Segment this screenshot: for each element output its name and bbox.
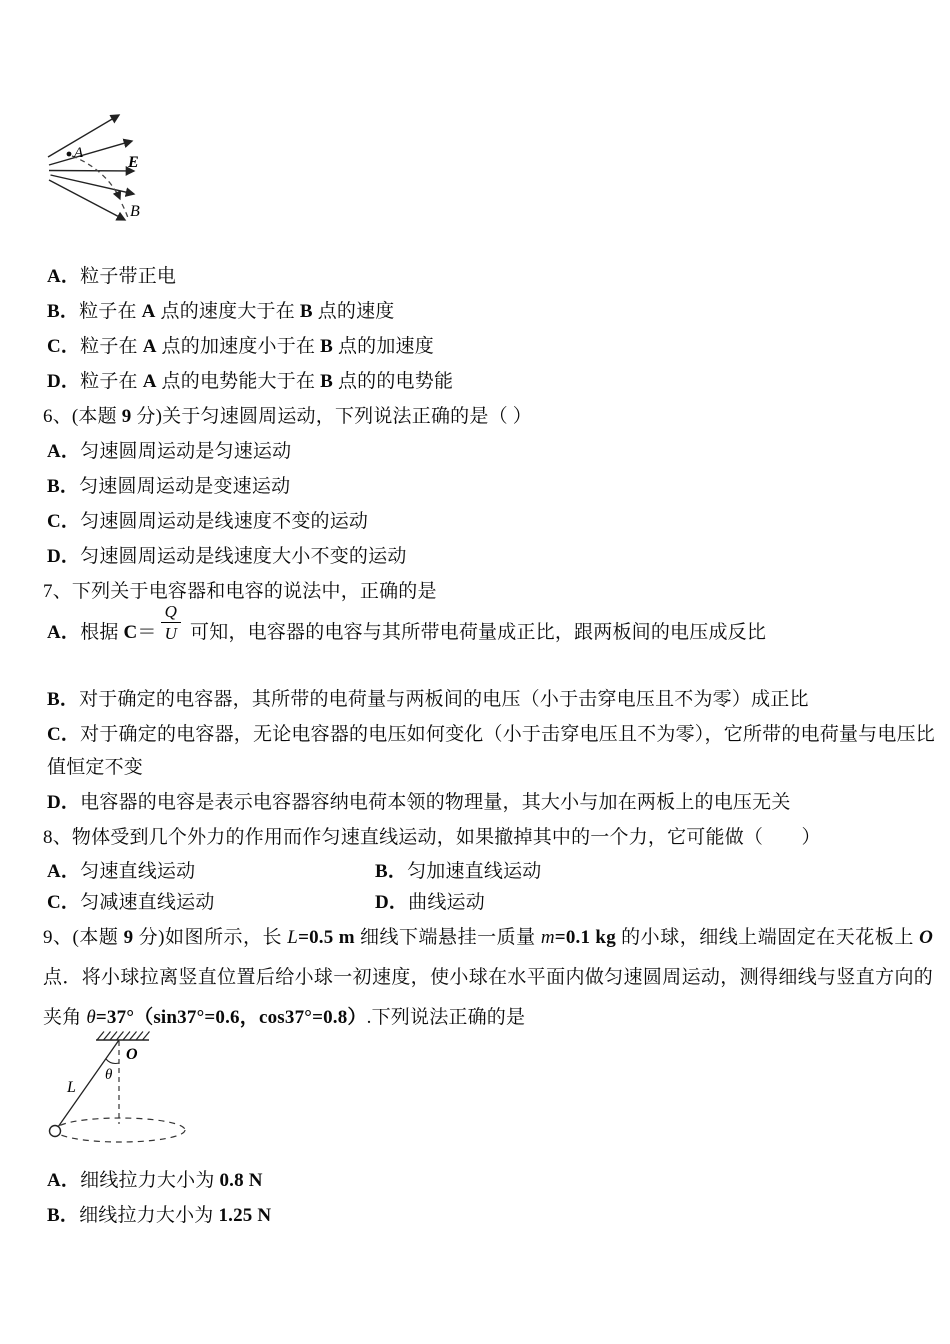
text-run: B bbox=[320, 336, 333, 357]
text-run: θ bbox=[86, 1007, 96, 1028]
text-run: =0.5 m bbox=[298, 927, 355, 948]
text-run: A． bbox=[47, 441, 81, 462]
text-run: 点的速度 bbox=[312, 301, 395, 322]
q9-stem bbox=[43, 918, 933, 1038]
text-run: D． bbox=[375, 892, 409, 913]
text-run: 0.8 N bbox=[219, 1170, 263, 1191]
text-run: 点的加速度 bbox=[333, 336, 434, 357]
text-run: 匀速直线运动 bbox=[80, 861, 196, 882]
q7-option-d bbox=[47, 790, 791, 816]
text-run: B． bbox=[47, 301, 80, 322]
q9-option-b bbox=[47, 1203, 271, 1229]
text-run: 点．将小球拉离竖直位置后给小球一初速度，使小球在水平面内做匀速圆周运动，测得细线与竖直方向的夹角 bbox=[43, 967, 933, 1028]
text-run: 对于确定的电容器，其所带的电荷量与两板间的电压（小于击穿电压且不为零）成正比 bbox=[79, 689, 809, 710]
particle-dot-a bbox=[67, 152, 72, 157]
text-run: 点的电势能大于在 bbox=[156, 371, 321, 392]
ceiling-hatching bbox=[97, 1032, 150, 1041]
text-run: B． bbox=[47, 1205, 80, 1226]
text-run: D． bbox=[47, 546, 81, 567]
text-run: B bbox=[320, 371, 333, 392]
text-run: 匀速圆周运动是变速运动 bbox=[79, 476, 291, 497]
text-run: 根据 bbox=[80, 621, 124, 643]
field-line-3 bbox=[49, 171, 134, 172]
text-run: 电容器的电容是表示电容器容纳电荷本领的物理量，其大小与加在两板上的电压无关 bbox=[80, 792, 791, 813]
text-run: B bbox=[299, 301, 313, 322]
text-run: 6、(本题 bbox=[43, 406, 122, 427]
text-run: 8、物体受到几个外力的作用而作匀速直线运动，如果撤掉其中的一个力，它可能做（ ） bbox=[43, 827, 821, 848]
text-run: 9、(本题 bbox=[43, 927, 124, 948]
q7-stem bbox=[43, 579, 437, 605]
trajectory-dashed-tail bbox=[122, 204, 128, 218]
text-run: 粒子带正电 bbox=[80, 266, 177, 287]
q7-option-b bbox=[47, 687, 809, 713]
text-run: L bbox=[287, 927, 299, 948]
text-run: 粒子在 bbox=[80, 371, 143, 392]
conical-pendulum-diagram bbox=[40, 1030, 205, 1150]
q8-option-c bbox=[47, 890, 215, 916]
field-line-4 bbox=[51, 175, 135, 194]
text-run: D． bbox=[47, 792, 81, 813]
text-run: 点的速度大于在 bbox=[155, 301, 300, 322]
q6-option-b bbox=[47, 474, 290, 500]
q7-a-suffix bbox=[185, 622, 766, 643]
fraction-numerator: Q bbox=[161, 602, 181, 623]
circular-path-ellipse bbox=[55, 1118, 185, 1142]
field-line-1 bbox=[48, 115, 119, 157]
text-run: 分)如图所示，长 bbox=[133, 927, 288, 948]
q5-option-a bbox=[47, 264, 176, 290]
text-run: 9 bbox=[123, 927, 134, 948]
text-run: .下列说法正确的是 bbox=[366, 1007, 526, 1028]
text-run: ＝ bbox=[137, 621, 157, 643]
text-run: 匀减速直线运动 bbox=[80, 892, 215, 913]
field-label-a: A bbox=[74, 145, 84, 161]
capacitance-formula-fraction bbox=[161, 602, 181, 643]
text-run: 细线拉力大小为 bbox=[79, 1205, 219, 1226]
text-run: C bbox=[123, 621, 138, 643]
text-run: 曲线运动 bbox=[408, 892, 485, 913]
text-run: A． bbox=[47, 621, 81, 643]
text-run: C． bbox=[47, 724, 81, 745]
text-run: A． bbox=[47, 1170, 81, 1191]
text-run: B． bbox=[47, 476, 80, 497]
pendulum-label-o: O bbox=[126, 1046, 138, 1063]
theta-angle-arc bbox=[106, 1059, 119, 1064]
q5-option-c bbox=[47, 334, 434, 360]
text-run: 可知，电容器的电容与其所带电荷量成正比，跟两板间的电压成反比 bbox=[185, 621, 767, 643]
q8-option-d bbox=[375, 890, 485, 916]
q6-option-a bbox=[47, 439, 291, 465]
text-run: B． bbox=[375, 861, 408, 882]
text-run: 点的加速度小于在 bbox=[156, 336, 321, 357]
text-run: 1.25 N bbox=[218, 1205, 272, 1226]
text-run: A． bbox=[47, 861, 81, 882]
text-run: 粒子在 bbox=[79, 301, 142, 322]
text-run: 7、下列关于电容器和电容的说法中，正确的是 bbox=[43, 581, 437, 602]
q6-option-c bbox=[47, 509, 368, 535]
text-run: 9 bbox=[121, 406, 132, 427]
text-run: 细线下端悬挂一质量 bbox=[354, 927, 541, 948]
text-run: 细线拉力大小为 bbox=[80, 1170, 220, 1191]
q7-option-a bbox=[47, 602, 767, 654]
q8-option-a bbox=[47, 859, 195, 885]
text-run: C． bbox=[47, 892, 81, 913]
text-run: B． bbox=[47, 689, 80, 710]
text-run: D． bbox=[47, 371, 81, 392]
text-run: =0.1 kg bbox=[554, 927, 616, 948]
field-line-5 bbox=[49, 180, 125, 220]
text-run: C． bbox=[47, 511, 81, 532]
q6-stem bbox=[43, 404, 532, 430]
text-run: 的小球，细线上端固定在天花板上 bbox=[615, 927, 920, 948]
text-run: 匀加速直线运动 bbox=[407, 861, 542, 882]
text-run: C． bbox=[47, 336, 81, 357]
field-lines-diagram bbox=[45, 105, 150, 235]
text-run: =37°（sin37°=0.6，cos37°=0.8） bbox=[95, 1007, 367, 1028]
trajectory-dashed-curve bbox=[72, 156, 120, 199]
text-run: 粒子在 bbox=[80, 336, 143, 357]
q8-stem bbox=[43, 825, 821, 851]
q7-option-c bbox=[47, 718, 935, 784]
text-run: 对于确定的电容器，无论电容器的电压如何变化（小于击穿电压且不为零），它所带的电荷量与电压比值恒定不变 bbox=[47, 724, 935, 778]
q8-option-b bbox=[375, 859, 541, 885]
text-run: 匀速圆周运动是线速度大小不变的运动 bbox=[80, 546, 407, 567]
fraction-denominator: U bbox=[164, 624, 178, 644]
pendulum-label-theta: θ bbox=[105, 1067, 113, 1083]
q5-option-d bbox=[47, 369, 453, 395]
text-run: 匀速圆周运动是匀速运动 bbox=[80, 441, 292, 462]
text-run: O bbox=[919, 927, 934, 948]
q6-option-d bbox=[47, 544, 407, 570]
q7-a-prefix bbox=[47, 622, 157, 643]
text-run: 点的的电势能 bbox=[333, 371, 454, 392]
pendulum-ball bbox=[50, 1126, 61, 1137]
field-label-b: B bbox=[130, 203, 140, 220]
field-line-2 bbox=[49, 141, 132, 165]
text-run: m bbox=[540, 927, 555, 948]
text-run: A bbox=[142, 371, 157, 392]
q5-option-b bbox=[47, 299, 395, 325]
q9-option-a bbox=[47, 1168, 263, 1194]
text-run: A bbox=[142, 336, 157, 357]
text-run: 匀速圆周运动是线速度不变的运动 bbox=[80, 511, 369, 532]
pendulum-label-l: L bbox=[67, 1079, 76, 1096]
text-run: 分)关于匀速圆周运动，下列说法正确的是（ ） bbox=[131, 406, 532, 427]
text-run: A． bbox=[47, 266, 81, 287]
text-run: A bbox=[141, 301, 156, 322]
field-label-e: E bbox=[128, 154, 139, 171]
